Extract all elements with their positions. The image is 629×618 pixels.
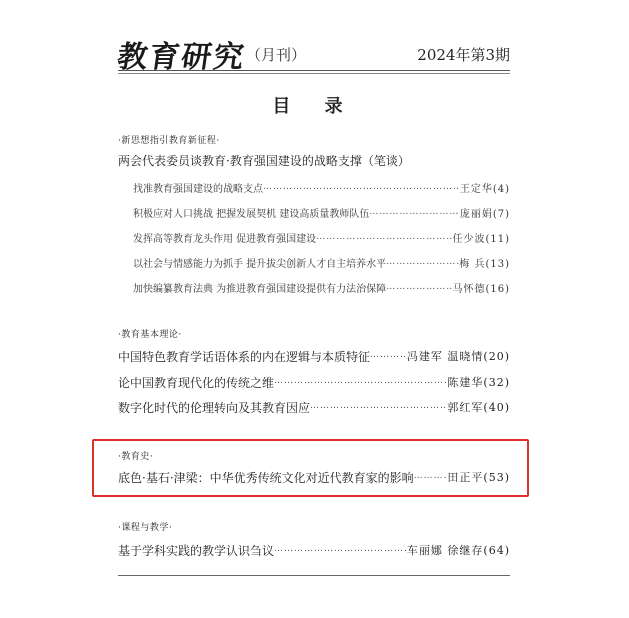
entry-author-page: 田正平(53) bbox=[447, 471, 510, 484]
toc-entry[interactable] bbox=[118, 374, 510, 391]
toc-entry[interactable] bbox=[133, 180, 510, 195]
leader-dots bbox=[369, 205, 459, 220]
masthead bbox=[115, 30, 510, 75]
toc-entry[interactable] bbox=[133, 280, 510, 295]
entry-author-page: 马怀德(16) bbox=[452, 284, 510, 295]
highlight-box bbox=[92, 439, 529, 497]
toc-title: 目 录 bbox=[272, 96, 357, 117]
entry-title: 找准教育强国建设的战略支点 bbox=[133, 184, 263, 195]
entry-author-page: 梅 兵(13) bbox=[459, 259, 510, 270]
entry-title: 积极应对人口挑战 把握发展契机 建设高质量教师队伍 bbox=[133, 209, 370, 220]
entry-title: 论中国教育现代化的传统之维 bbox=[118, 376, 275, 390]
leader-dots bbox=[310, 399, 447, 416]
entry-author-page: 庞丽娟(7) bbox=[459, 209, 510, 220]
section-heading: ·新思想指引教育新征程· bbox=[118, 136, 220, 146]
leader-dots bbox=[386, 280, 452, 295]
entry-title: 以社会与情感能力为抓手 提升拔尖创新人才自主培养水平 bbox=[133, 259, 387, 270]
leader-dots bbox=[414, 469, 448, 486]
entry-author-page: 郭红军(40) bbox=[447, 401, 510, 414]
entry-title: 加快编纂教育法典 为推进教育强国建设提供有力法治保障 bbox=[133, 284, 387, 295]
section-heading: ·教育史· bbox=[118, 452, 154, 462]
toc-entry[interactable] bbox=[118, 348, 510, 365]
leader-dots bbox=[370, 348, 407, 365]
toc-entry[interactable] bbox=[118, 469, 510, 486]
footer-rule bbox=[118, 575, 510, 576]
header-rule-thin bbox=[118, 73, 510, 74]
entry-title: 中国特色教育学话语体系的内在逻辑与本质特征 bbox=[118, 350, 371, 364]
section-heading: ·课程与教学· bbox=[118, 523, 173, 533]
leader-dots bbox=[274, 542, 407, 559]
entry-author-page: 任少波(11) bbox=[452, 234, 510, 245]
periodicity: （月刊） bbox=[246, 46, 307, 64]
entry-author-page: 王定华(4) bbox=[459, 184, 510, 195]
entry-title: 数字化时代的伦理转向及其教育因应 bbox=[118, 401, 311, 415]
toc-entry[interactable] bbox=[133, 205, 510, 220]
leader-dots bbox=[386, 255, 459, 270]
entry-title: 基于学科实践的教学认识刍议 bbox=[118, 544, 275, 558]
entry-author-page: 冯建军 温晓情(20) bbox=[406, 350, 510, 363]
issue-number: 2024年第3期 bbox=[417, 46, 510, 64]
entry-title: 发挥高等教育龙头作用 促进教育强国建设 bbox=[133, 234, 317, 245]
entry-author-page: 车丽娜 徐继存(64) bbox=[406, 544, 510, 557]
leader-dots bbox=[274, 374, 447, 391]
toc-entry[interactable] bbox=[118, 542, 510, 559]
header-rule bbox=[118, 70, 510, 71]
section-main-title[interactable]: 两会代表委员谈教育·教育强国建设的战略支撑（笔谈） bbox=[118, 154, 410, 168]
entry-title: 底色·基石·津梁：中华优秀传统文化对近代教育家的影响 bbox=[118, 471, 414, 485]
section-heading: ·教育基本理论· bbox=[118, 330, 182, 340]
leader-dots bbox=[316, 230, 452, 245]
toc-entry[interactable] bbox=[133, 230, 510, 245]
entry-author-page: 陈建华(32) bbox=[447, 376, 510, 389]
toc-entry[interactable] bbox=[133, 255, 510, 270]
toc-entry[interactable] bbox=[118, 399, 510, 416]
journal-name: 教育研究 bbox=[115, 40, 248, 75]
leader-dots bbox=[263, 180, 460, 195]
